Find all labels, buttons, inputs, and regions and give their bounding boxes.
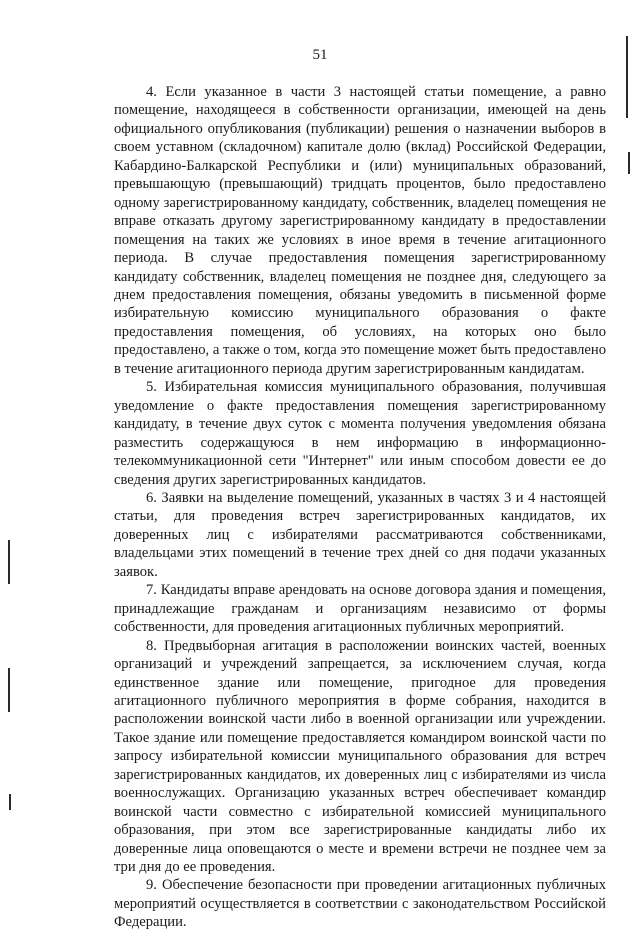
scan-artifact-line	[8, 540, 10, 584]
paragraph-6: 6. Заявки на выделение помещений, указанных в частях 3 и 4 настоящей статьи, для проведения встреч зарегистрированных кандидатов, их доверенных лиц с избирателями рассматриваются собственниками, владельцами этих помещений в течение трех дней со дня подачи указанных заявок.	[114, 489, 606, 580]
scan-artifact-line	[9, 794, 11, 810]
paragraph-8: 8. Предвыборная агитация в расположении воинских частей, военных организаций и учреждений запрещается, за исключением случая, когда единственное здание или помещение, пригодное для проведения агитационного публичного мероприятия в форме собрания, находится в расположении воинской части либо в военной организации или учреждении. Такое здание или помещение предоставляется командиром воинской части по запросу избирательной комиссии муниципального образования для встреч зарегистрированных кандидатов, их доверенных лиц с избирателями из числа военнослужащих. Организацию указанных встреч обеспечивает командир воинской части совместно с избирательной комиссией муниципального образования, при этом все зарегистрированные кандидаты либо их доверенные лица оповещаются о месте и времени встречи не позднее чем за три дня до ее проведения.	[114, 637, 606, 876]
scan-artifact-line	[628, 152, 630, 174]
page-number: 51	[312, 47, 328, 63]
paragraph-4: 4. Если указанное в части 3 настоящей статьи помещение, а равно помещение, находящееся в собственности организации, имеющей на день официального опубликования (публикации) решения о назначении выборов в своем уставном (складочном) капитале долю (вклад) Российской Федерации, Кабардино-Балкарской Республики и (или) муниципальных образований, превышающую (превышающий) тридцать процентов, было предоставлено одному зарегистрированному кандидату, собственник, владелец помещения не вправе отказать другому зарегистрированному кандидату в предоставлении помещения на таких же условиях в иное время в течение агитационного периода. В случае предоставления помещения зарегистрированному кандидату собственник, владелец помещения не позднее дня, следующего за днем предоставления помещения, обязаны уведомить в письменной форме избирательную комиссию муниципального образования о факте предоставления помещения, об условиях, на которых оно было предоставлено, а также о том, когда это помещение может быть предоставлено в течение агитационного периода другим зарегистрированным кандидатам.	[114, 84, 606, 377]
paragraph-7: 7. Кандидаты вправе арендовать на основе договора здания и помещения, принадлежащие гражданам и организациям независимо от формы собственности, для проведения агитационных публичных мероприятий.	[114, 582, 606, 636]
document-body	[114, 83, 606, 932]
scan-artifact-line	[8, 668, 10, 712]
paragraph-9: 9. Обеспечение безопасности при проведении агитационных публичных мероприятий осуществляется в соответствии с законодательством Российской Федерации.	[114, 877, 606, 931]
paragraph-5: 5. Избирательная комиссия муниципального образования, получившая уведомление о факте предоставления помещения зарегистрированному кандидату, в течение двух суток с момента получения уведомления обязана разместить содержащуюся в нем информацию в информационно-телекоммуникационной сети "Интернет" или иным способом довести ее до сведения других зарегистрированных кандидатов.	[114, 379, 606, 488]
